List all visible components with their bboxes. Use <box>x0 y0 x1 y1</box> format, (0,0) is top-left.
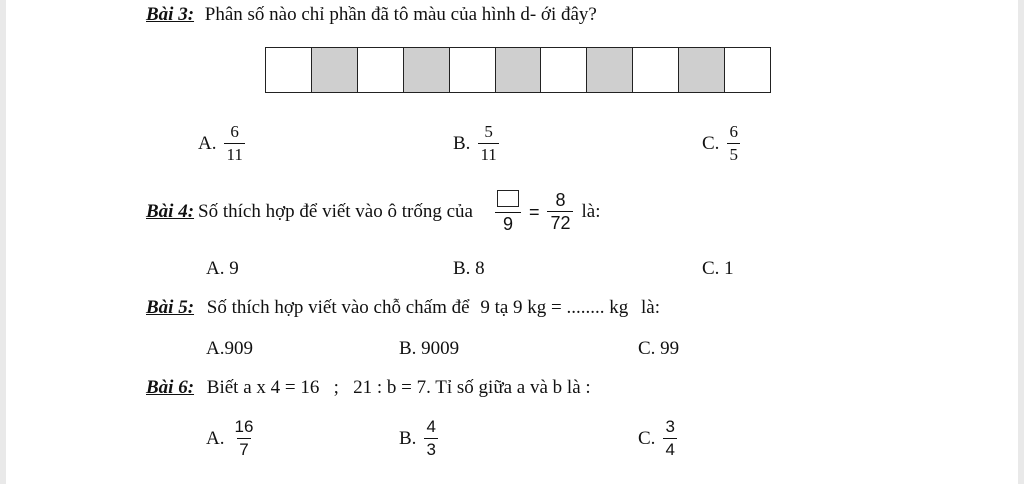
fraction-numerator: 8 <box>555 190 566 210</box>
unshaded-cell <box>266 48 312 92</box>
bai4-right-fraction <box>547 191 573 232</box>
option-letter: A. <box>206 427 225 449</box>
option-letter: B. <box>453 132 471 154</box>
bai4-option-b[interactable]: B. 8 <box>453 258 485 279</box>
unshaded-cell <box>725 48 770 92</box>
fraction-denominator: 11 <box>480 145 497 164</box>
bai5-option-a[interactable]: A.909 <box>206 338 253 359</box>
shaded-cell <box>587 48 633 92</box>
bai5-heading <box>146 297 660 319</box>
left-page-edge <box>0 0 6 484</box>
fraction-numerator: 3 <box>665 417 675 436</box>
bai3-question: Phân số nào chỉ phần đã tô màu của hình d- ới đây? <box>204 4 597 25</box>
bai3-option-c[interactable] <box>702 123 740 164</box>
fraction-denominator: 9 <box>495 212 521 233</box>
bai3-option-a[interactable] <box>198 123 245 164</box>
equals-sign: = <box>528 201 540 222</box>
bai5-question: Số thích hợp viết vào chỗ chấm để <box>206 297 470 318</box>
fraction-denominator: 7 <box>239 440 249 459</box>
bai4-option-a[interactable]: A. 9 <box>206 258 239 279</box>
fraction-numerator: 4 <box>426 417 436 436</box>
option-fraction <box>232 418 255 459</box>
option-letter: C. <box>638 427 656 449</box>
fraction-denominator: 4 <box>665 440 675 459</box>
fraction-denominator: 5 <box>729 145 738 164</box>
bai4-option-c[interactable]: C. 1 <box>702 258 734 279</box>
bai4-blank-fraction <box>495 190 521 233</box>
bai4-heading <box>146 190 600 233</box>
unshaded-cell <box>450 48 496 92</box>
bai6-option-b[interactable] <box>399 418 438 459</box>
option-letter: A. <box>198 132 217 154</box>
bai4-label: Bài 4: <box>146 200 195 222</box>
bai6-label: Bài 6: <box>146 377 195 398</box>
fraction-denominator: 72 <box>547 211 573 232</box>
fraction-numerator: 16 <box>234 417 254 436</box>
bai3-option-b[interactable] <box>453 123 499 164</box>
bai5-label: Bài 5: <box>146 297 195 318</box>
bai5-expression: 9 tạ 9 kg = ........ kg <box>480 297 629 318</box>
option-fraction <box>424 418 437 459</box>
fraction-denominator: 11 <box>226 145 243 164</box>
option-fraction <box>224 123 244 164</box>
bai6-option-a[interactable] <box>206 418 255 459</box>
bai4-suffix: là: <box>581 200 601 222</box>
bai4-question: Số thích hợp để viết vào ô trống của <box>198 200 473 222</box>
bai6-option-c[interactable] <box>638 418 677 459</box>
shaded-cell <box>496 48 542 92</box>
bai5-option-b[interactable]: B. 9009 <box>399 338 460 359</box>
bai5-option-c[interactable]: C. 99 <box>638 338 680 359</box>
bai6-heading <box>146 377 591 399</box>
fraction-numerator: 6 <box>230 122 239 141</box>
option-letter: B. <box>399 427 417 449</box>
bai3-heading <box>146 4 597 26</box>
shaded-strip-figure <box>265 47 771 93</box>
option-letter: C. <box>702 132 720 154</box>
blank-box[interactable] <box>497 190 519 207</box>
shaded-cell <box>404 48 450 92</box>
option-fraction <box>663 418 676 459</box>
fraction-numerator: 6 <box>729 122 738 141</box>
option-fraction <box>727 123 740 164</box>
unshaded-cell <box>633 48 679 92</box>
shaded-cell <box>312 48 358 92</box>
fraction-denominator: 3 <box>426 440 436 459</box>
unshaded-cell <box>541 48 587 92</box>
unshaded-cell <box>358 48 404 92</box>
option-fraction <box>478 123 498 164</box>
right-page-edge <box>1018 0 1024 484</box>
bai6-question: Biết a x 4 = 16 ; 21 : b = 7. Tỉ số giữa a và b là : <box>206 377 591 398</box>
bai5-suffix: là: <box>641 297 661 318</box>
bai3-label: Bài 3: <box>146 4 195 25</box>
fraction-numerator: 5 <box>484 122 493 141</box>
shaded-cell <box>679 48 725 92</box>
